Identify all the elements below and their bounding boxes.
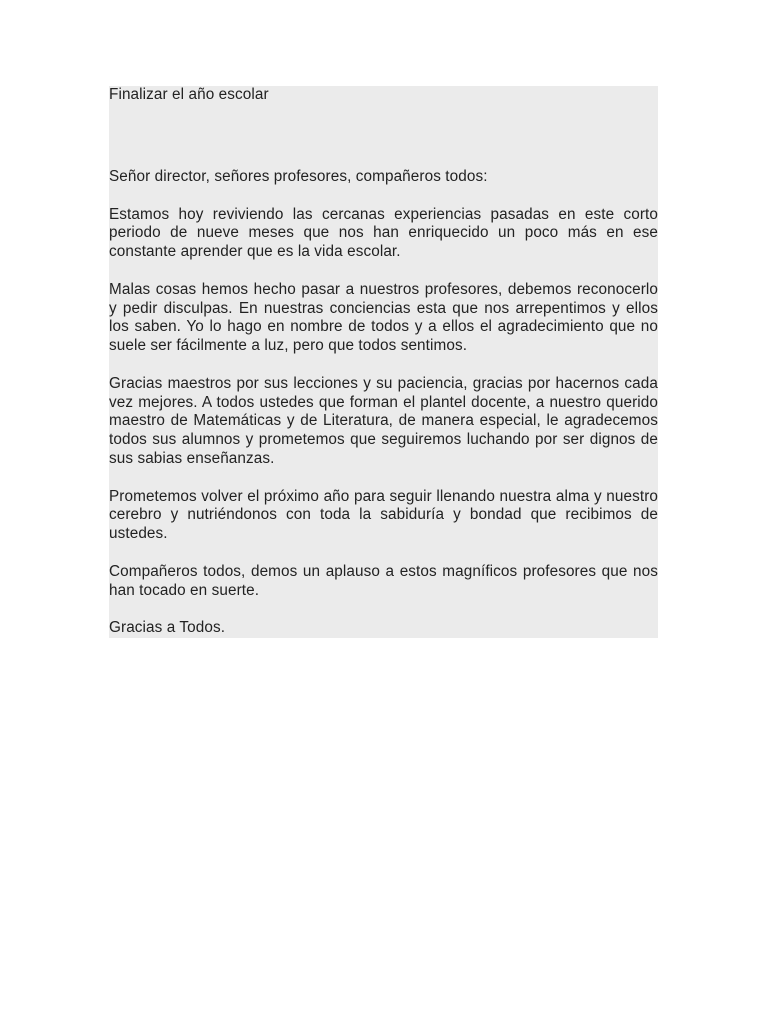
paragraph: Prometemos volver el próximo año para seguir llenando nuestra alma y nuestro cerebro y nutriéndonos con toda la sabiduría y bondad que recibimos de ustedes. [109, 487, 658, 543]
paragraph: Compañeros todos, demos un aplauso a estos magníficos profesores que nos han tocado en suerte. [109, 562, 658, 599]
speech-text-block [109, 86, 658, 638]
paragraph: Malas cosas hemos hecho pasar a nuestros profesores, debemos reconocerlo y pedir disculpas. En nuestras conciencias esta que nos arrepentimos y ellos los saben. Yo lo hago en nombre de todos y a ellos el agradecimiento que no suele ser fácilmente a luz, pero que todos sentimos. [109, 280, 658, 355]
paragraph: Estamos hoy reviviendo las cercanas experiencias pasadas en este corto periodo de nueve meses que nos han enriquecido un poco más en ese constante aprender que es la vida escolar. [109, 205, 658, 261]
document-title: Finalizar el año escolar [109, 86, 269, 103]
paragraph: Gracias maestros por sus lecciones y su paciencia, gracias por hacernos cada vez mejores. A todos ustedes que forman el plantel docente, a nuestro querido maestro de Matemáticas y de Literatura, de manera especial, le agradecemos todos sus alumnos y prometemos que seguiremos luchando por ser dignos de sus sabias enseñanzas. [109, 374, 658, 467]
closing-line: Gracias a Todos. [109, 619, 226, 637]
salutation: Señor director, señores profesores, compañeros todos: [109, 168, 488, 185]
